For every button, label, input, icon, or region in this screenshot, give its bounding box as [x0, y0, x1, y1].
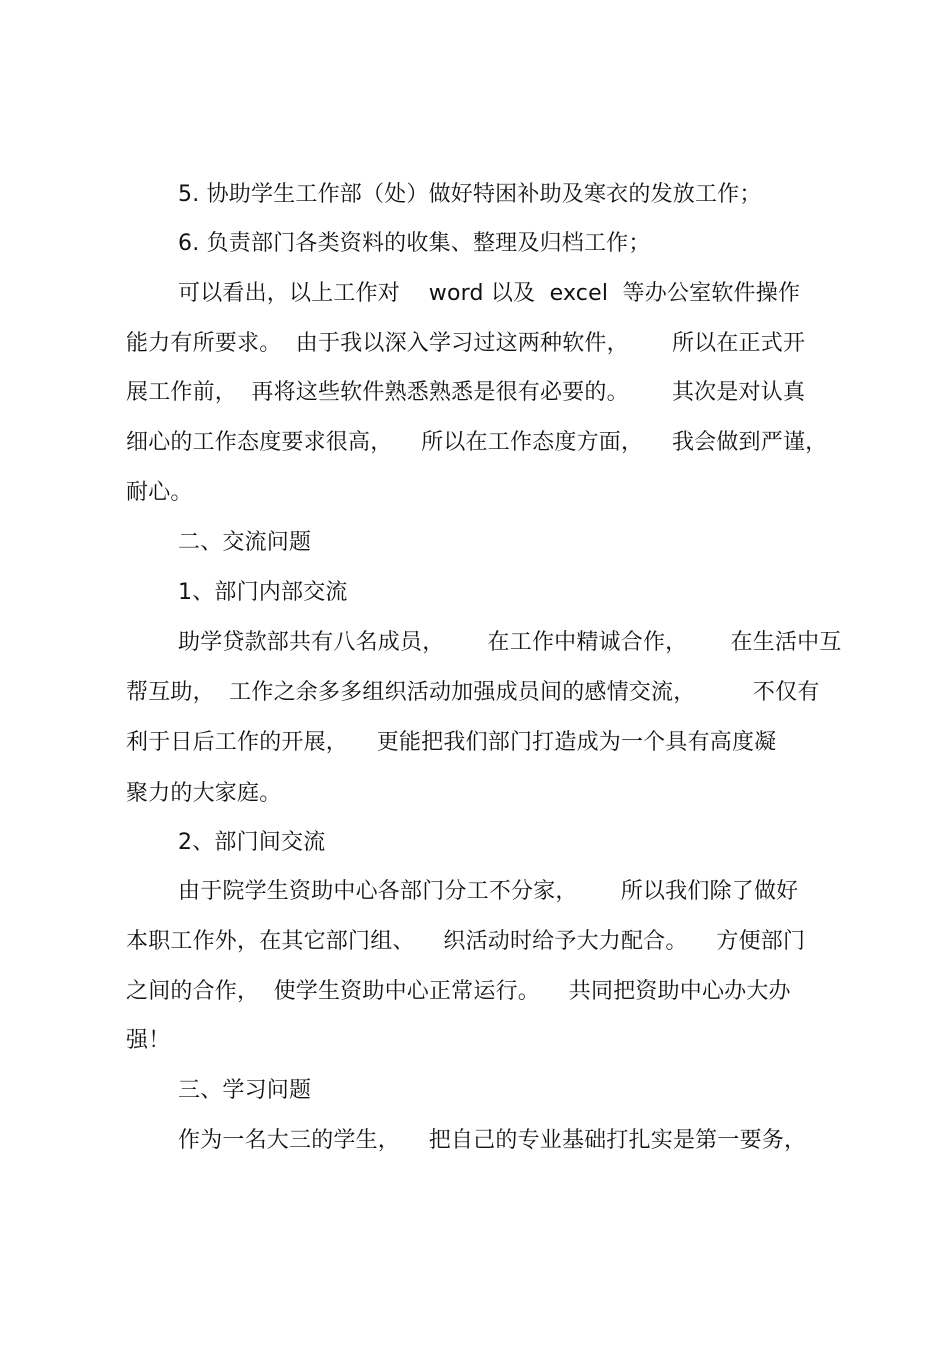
paragraph-line: 助学贷款部共有八名成员， 在工作中精诚合作， 在生活中互: [178, 630, 842, 655]
paragraph-line: 帮互助， 工作之余多多组织活动加强成员间的感情交流， 不仅有: [126, 680, 820, 705]
paragraph-line: 聚力的大家庭。: [126, 781, 282, 806]
paragraph-line: 细心的工作态度要求很高， 所以在工作态度方面， 我会做到严谨，: [126, 430, 828, 455]
paragraph-line: 由于院学生资助中心各部门分工不分家， 所以我们除了做好: [178, 879, 799, 904]
paragraph-line: 强！: [126, 1028, 171, 1053]
list-item-5: 5. 协助学生工作部（处）做好特困补助及寒衣的发放工作；: [178, 182, 762, 207]
subsection-heading: 2、部门间交流: [178, 830, 326, 855]
paragraph-line: 利于日后工作的开展， 更能把我们部门打造成为一个具有高度凝: [126, 730, 777, 755]
paragraph-line: 本职工作外，在其它部门组、 织活动时给予大力配合。 方便部门: [126, 929, 806, 954]
paragraph-line: 可以看出，以上工作对 word 以及 excel 等办公室软件操作: [178, 281, 801, 306]
section-heading: 三、学习问题: [178, 1078, 312, 1103]
section-heading: 二、交流问题: [178, 530, 312, 555]
paragraph-line: 之间的合作， 使学生资助中心正常运行。 共同把资助中心办大办: [126, 979, 791, 1004]
list-item-6: 6. 负责部门各类资料的收集、整理及归档工作；: [178, 231, 651, 256]
paragraph-line: 作为一名大三的学生， 把自己的专业基础打扎实是第一要务，: [178, 1128, 807, 1153]
paragraph-line: 耐心。: [126, 480, 193, 505]
paragraph-line: 展工作前， 再将这些软件熟悉熟悉是很有必要的。 其次是对认真: [126, 380, 806, 405]
paragraph-line: 能力有所要求。 由于我以深入学习过这两种软件， 所以在正式开: [126, 331, 806, 356]
subsection-heading: 1、部门内部交流: [178, 580, 348, 605]
